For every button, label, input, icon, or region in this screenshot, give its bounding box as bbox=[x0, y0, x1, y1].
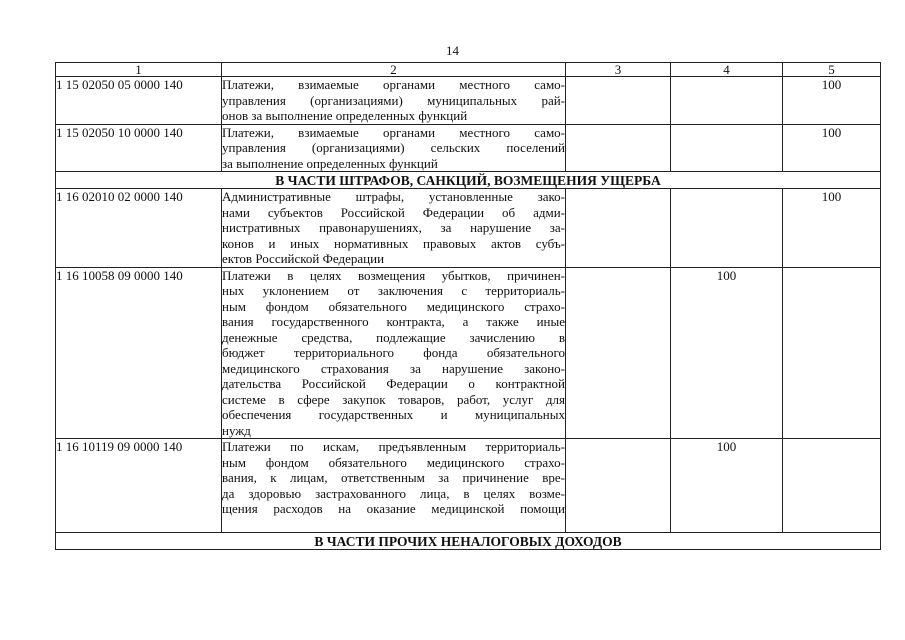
revenue-code: 1 16 02010 02 0000 140 bbox=[56, 189, 222, 268]
description-line: денежные средства, подлежащие зачислению в bbox=[222, 329, 565, 345]
value-cell-col3 bbox=[566, 77, 671, 125]
table-header-row bbox=[56, 63, 881, 77]
revenue-description bbox=[222, 267, 566, 439]
revenue-description bbox=[222, 439, 566, 533]
revenue-description bbox=[222, 189, 566, 268]
column-header: 1 bbox=[56, 63, 222, 77]
table-row bbox=[56, 439, 881, 533]
section-header-row bbox=[56, 172, 881, 189]
table-row bbox=[56, 77, 881, 125]
description-line: Платежи в целях возмещения убытков, причинен- bbox=[222, 267, 565, 283]
column-header: 3 bbox=[566, 63, 671, 77]
value-cell-col4 bbox=[671, 124, 783, 172]
description-line: нужд bbox=[222, 422, 251, 438]
description-line: нистративных правонарушениях, за нарушение за- bbox=[222, 220, 565, 235]
value-cell-col3 bbox=[566, 124, 671, 172]
description-line: Платежи по искам, предъявленным территориаль- bbox=[222, 439, 565, 454]
value-cell-col5 bbox=[783, 439, 881, 533]
value-cell-col5: 100 bbox=[783, 189, 881, 268]
description-line: онов за выполнение определенных функций bbox=[222, 108, 468, 123]
table-row bbox=[56, 189, 881, 268]
revenue-code: 1 16 10119 09 0000 140 bbox=[56, 439, 222, 533]
value-cell-col4 bbox=[671, 77, 783, 125]
description-line: щения расходов на оказание медицинской помощи bbox=[222, 501, 565, 516]
page-number: 14 bbox=[446, 43, 459, 58]
revenue-code: 1 15 02050 05 0000 140 bbox=[56, 77, 222, 125]
description-line: системе в сфере закупок товаров, работ, услуг для bbox=[222, 391, 565, 407]
table-row bbox=[56, 124, 881, 172]
description-line: управления (организациями) муниципальных рай- bbox=[222, 92, 565, 108]
value-cell-col3 bbox=[566, 439, 671, 533]
value-cell-col5: 100 bbox=[783, 77, 881, 125]
description-line: управления (организациями) сельских поселений bbox=[222, 140, 565, 155]
description-line: вания, к лицам, ответственным за причинение вре- bbox=[222, 470, 565, 485]
description-line: ным фондом обязательного медицинского страхо- bbox=[222, 454, 565, 470]
column-header: 2 bbox=[222, 63, 566, 77]
revenue-table bbox=[55, 62, 881, 550]
value-cell-col5: 100 bbox=[783, 124, 881, 172]
revenue-code: 1 15 02050 10 0000 140 bbox=[56, 124, 222, 172]
value-cell-col4: 100 bbox=[671, 267, 783, 439]
description-line: ным фондом обязательного медицинского страхо- bbox=[222, 298, 565, 314]
revenue-description bbox=[222, 77, 566, 125]
description-line: Платежи, взимаемые органами местного само- bbox=[222, 77, 565, 92]
section-title: В ЧАСТИ ПРОЧИХ НЕНАЛОГОВЫХ ДОХОДОВ bbox=[56, 533, 881, 550]
value-cell-col4: 100 bbox=[671, 439, 783, 533]
value-cell-col3 bbox=[566, 267, 671, 439]
value-cell-col4 bbox=[671, 189, 783, 268]
section-title: В ЧАСТИ ШТРАФОВ, САНКЦИЙ, ВОЗМЕЩЕНИЯ УЩЕРБА bbox=[56, 172, 881, 189]
description-line: нами субъектов Российской Федерации об адми- bbox=[222, 204, 565, 220]
description-line: дательства Российской Федерации о контрактной bbox=[222, 376, 565, 391]
description-line: вания государственного контракта, а также иные bbox=[222, 314, 565, 329]
description-line: за выполнение определенных функций bbox=[222, 155, 438, 171]
description-line: Платежи, взимаемые органами местного само- bbox=[222, 124, 565, 140]
description-line bbox=[222, 517, 565, 533]
column-header: 5 bbox=[783, 63, 881, 77]
value-cell-col5 bbox=[783, 267, 881, 439]
description-line: ных уклонением от заключения с территориаль- bbox=[222, 283, 565, 298]
description-line: обеспечения государственных и муниципальных bbox=[222, 407, 565, 422]
column-header: 4 bbox=[671, 63, 783, 77]
revenue-code: 1 16 10058 09 0000 140 bbox=[56, 267, 222, 439]
description-line: ектов Российской Федерации bbox=[222, 251, 385, 266]
table-row bbox=[56, 267, 881, 439]
description-line: медицинского страхования за нарушение законо- bbox=[222, 360, 565, 376]
description-line: да здоровью застрахованного лица, в целях возме- bbox=[222, 485, 565, 501]
description-line: Административные штрафы, установленные зако- bbox=[222, 189, 565, 204]
revenue-description bbox=[222, 124, 566, 172]
description-line: бюджет территориального фонда обязательного bbox=[222, 345, 565, 360]
value-cell-col3 bbox=[566, 189, 671, 268]
description-line: конов и иных нормативных правовых актов субъ- bbox=[222, 235, 565, 251]
section-header-row bbox=[56, 533, 881, 550]
